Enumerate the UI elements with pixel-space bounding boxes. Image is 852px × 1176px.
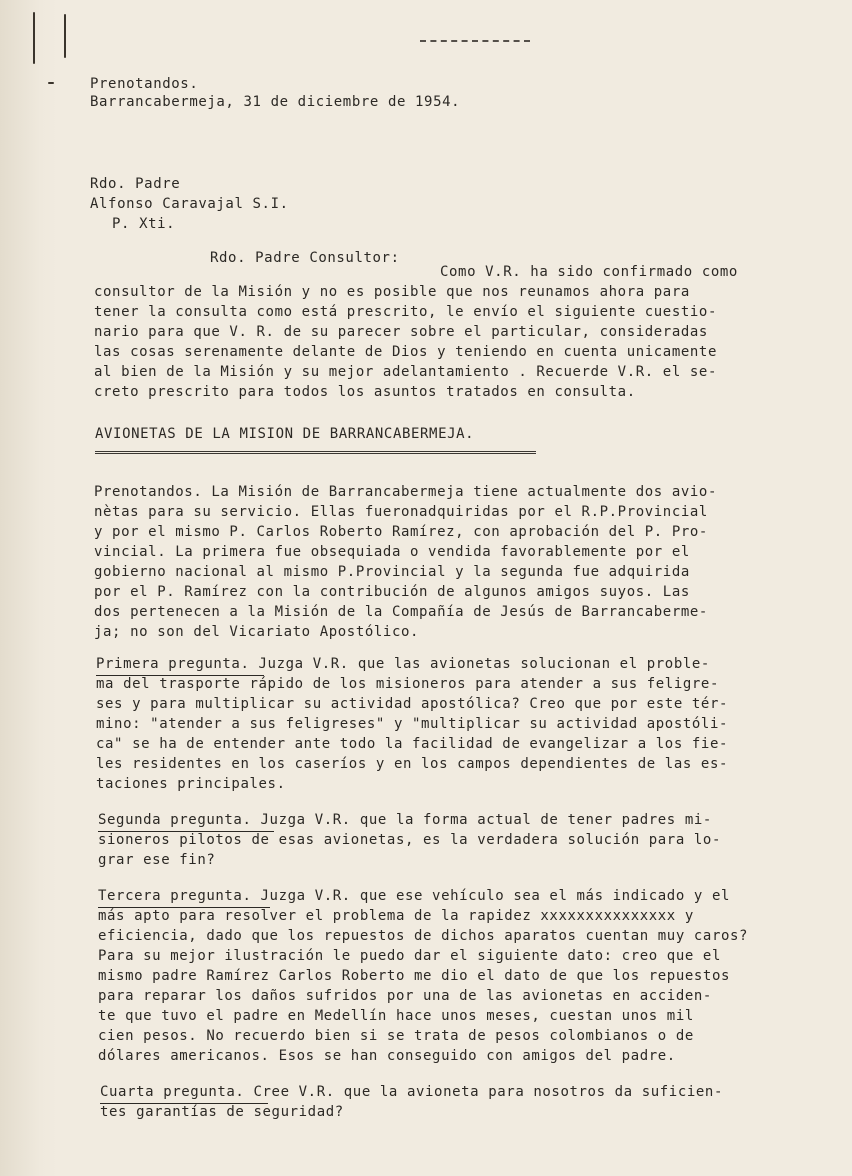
section-heading: AVIONETAS DE LA MISION DE BARRANCABERMEJA. [95, 426, 475, 442]
q1-line: mino: "atender a sus feligreses" y "multiplicar su actividad apostóli- [96, 716, 729, 732]
intro-line: tener la consulta como está prescrito, le envío el siguiente cuestio- [94, 304, 717, 320]
salutation: Rdo. Padre Consultor: [210, 250, 400, 266]
recipient-line-2: Alfonso Caravajal S.I. [90, 196, 289, 212]
prenotandos-paragraph-line: nètas para su servicio. Ellas fueronadquiridas por el R.P.Provincial [94, 504, 708, 520]
intro-line: creto prescrito para todos los asuntos tratados en consulta. [94, 384, 636, 400]
prenotandos-paragraph-line: dos pertenecen a la Misión de la Compañía de Jesús de Barrancaberme- [94, 604, 708, 620]
q1-line: ses y para multiplicar su actividad apostólica? Creo que por este tér- [96, 696, 729, 712]
q2-line: grar ese fin? [98, 852, 216, 868]
top-dashed-rule [420, 40, 530, 44]
q3-line: te que tuvo el padre en Medellín hace unos meses, cuestan unos mil [98, 1008, 694, 1024]
intro-line: nario para que V. R. de su parecer sobre el particular, consideradas [94, 324, 708, 340]
q3-line: cien pesos. No recuerdo bien si se trata de pesos colombianos o de [98, 1028, 694, 1044]
q3-line: mismo padre Ramírez Carlos Roberto me dio el dato de que los repuestos [98, 968, 731, 984]
q2-line: Segunda pregunta. Juzga V.R. que la forma actual de tener padres mi- [98, 812, 712, 828]
q4-line: tes garantías de seguridad? [100, 1104, 344, 1120]
intro-line: consultor de la Misión y no es posible que nos reunamos ahora para [94, 284, 690, 300]
prenotandos-paragraph-line: vincial. La primera fue obsequiada o vendida favorablemente por el [94, 544, 690, 560]
intro-line: Como V.R. ha sido confirmado como [440, 264, 738, 280]
q1-line: taciones principales. [96, 776, 286, 792]
q1-line: ca" se ha de entender ante todo la facilidad de evangelizar a los fie- [96, 736, 729, 752]
q1-line: ma del trasporte rápido de los misioneros para atender a sus feligre- [96, 676, 719, 692]
place-date: Barrancabermeja, 31 de diciembre de 1954. [90, 94, 461, 110]
prenotandos-paragraph-line: gobierno nacional al mismo P.Provincial y la segunda fue adquirida [94, 564, 690, 580]
margin-mark-2 [64, 14, 66, 58]
q1-line: Primera pregunta. Juzga V.R. que las avionetas solucionan el proble- [96, 656, 710, 672]
prenotandos-label: Prenotandos. [90, 76, 199, 92]
section-heading-rule [95, 451, 536, 457]
page-edge-shadow [0, 0, 58, 1176]
prenotandos-paragraph-line: ja; no son del Vicariato Apostólico. [94, 624, 420, 640]
q3-line: más apto para resolver el problema de la rapidez xxxxxxxxxxxxxxx y [98, 908, 694, 924]
q3-line: eficiencia, dado que los repuestos de dichos aparatos cuentan muy caros? [98, 928, 749, 944]
margin-mark-3 [48, 82, 54, 84]
q3-line: dólares americanos. Esos se han conseguido con amigos del padre. [98, 1048, 676, 1064]
q4-line: Cuarta pregunta. Cree V.R. que la avioneta para nosotros da suficien- [100, 1084, 723, 1100]
intro-line: las cosas serenamente delante de Dios y teniendo en cuenta unicamente [94, 344, 717, 360]
intro-line: al bien de la Misión y su mejor adelantamiento . Recuerde V.R. el se- [94, 364, 717, 380]
prenotandos-paragraph-line: Prenotandos. La Misión de Barrancabermeja tiene actualmente dos avio- [94, 484, 717, 500]
prenotandos-paragraph-line: por el P. Ramírez con la contribución de algunos amigos suyos. Las [94, 584, 690, 600]
recipient-line-1: Rdo. Padre [90, 176, 181, 192]
q2-line: sioneros pilotos de esas avionetas, es la verdadera solución para lo- [98, 832, 721, 848]
q3-line: Para su mejor ilustración le puedo dar el siguiente dato: creo que el [98, 948, 721, 964]
margin-mark-1 [33, 12, 35, 64]
q3-line: Tercera pregunta. Juzga V.R. que ese vehículo sea el más indicado y el [98, 888, 731, 904]
q3-line: para reparar los daños sufridos por una de las avionetas en acciden- [98, 988, 712, 1004]
recipient-line-3: P. Xti. [112, 216, 176, 232]
prenotandos-paragraph-line: y por el mismo P. Carlos Roberto Ramírez, con aprobación del P. Pro- [94, 524, 708, 540]
q1-line: les residentes en los caseríos y en los campos dependientes de las es- [96, 756, 729, 772]
